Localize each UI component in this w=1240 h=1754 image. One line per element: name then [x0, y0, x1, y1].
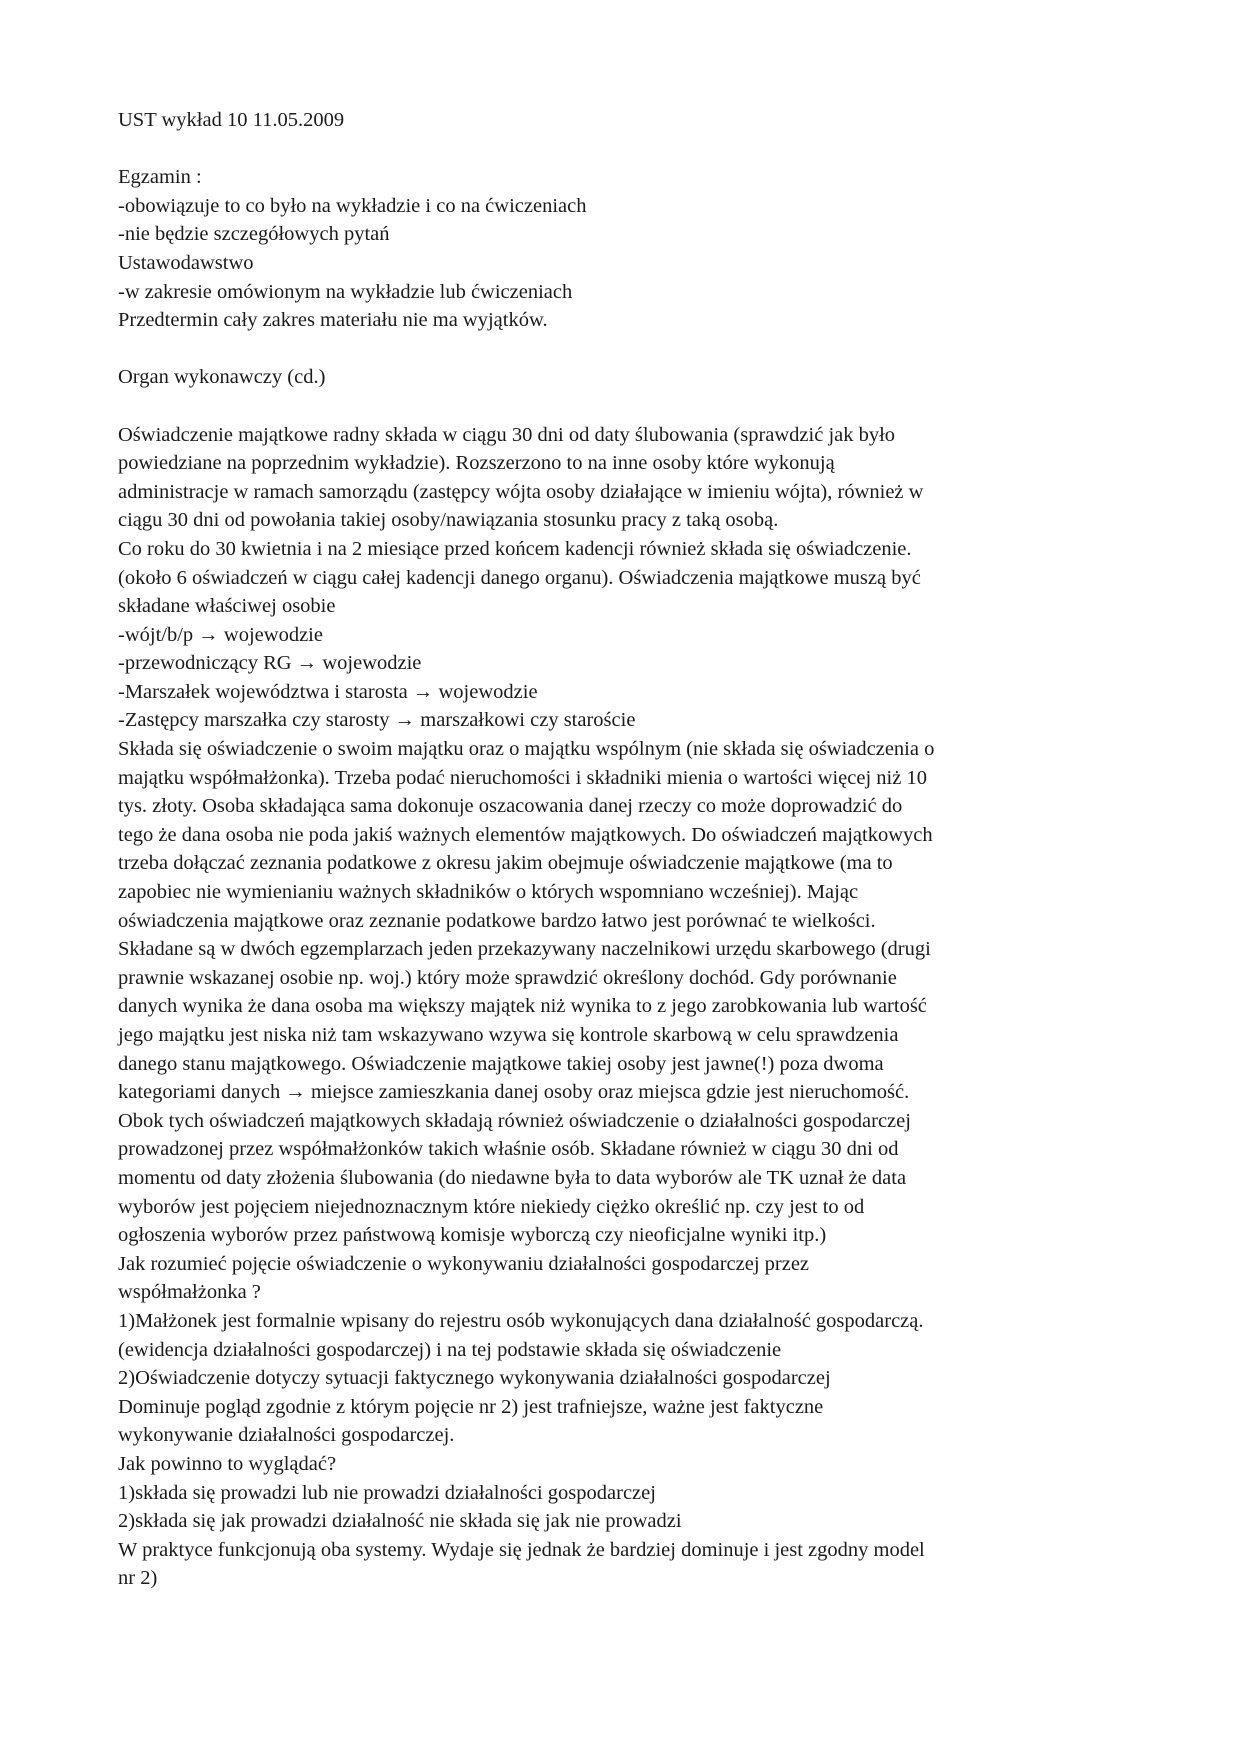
- body-line: 2)składa się jak prowadzi działalność nie składa się jak nie prowadzi: [118, 1510, 682, 1533]
- body-text: [118, 421, 1138, 1593]
- body-line: W praktyce funkcjonują oba systemy. Wydaje się jednak że bardziej dominuje i jest zgodny model: [118, 1538, 925, 1561]
- body-line: Składa się oświadczenie o swoim majątku oraz o majątku wspólnym (nie składa się oświadczenia o: [118, 738, 935, 761]
- body-line: (około 6 oświadczeń w ciągu całej kadencji danego organu). Oświadczenia majątkowe muszą być: [118, 566, 921, 589]
- body-line: Obok tych oświadczeń majątkowych składają również oświadczenie o działalności gospodarczej: [118, 1109, 911, 1132]
- paragraph-gap: [118, 135, 1138, 164]
- body-line: kategoriami danych → miejsce zamieszkania danej osoby oraz miejsca gdzie jest nieruchomość.: [118, 1081, 910, 1104]
- exam-line: Przedtermin cały zakres materiału nie ma wyjątków.: [118, 309, 548, 332]
- body-line: majątku współmałżonka). Trzeba podać nieruchomości i składniki mienia o wartości więcej niż 10: [118, 766, 927, 789]
- body-line: tys. złoty. Osoba składająca sama dokonuje oszacowania danej rzeczy co może doprowadzić do: [118, 795, 903, 818]
- body-line: -wójt/b/p → wojewodzie: [118, 623, 323, 646]
- body-line: jego majątku jest niska niż tam wskazywano wzywa się kontrole skarbową w celu sprawdzenia: [118, 1024, 899, 1046]
- body-line: nr 2): [118, 1567, 158, 1590]
- body-line: 2)Oświadczenie dotyczy sytuacji faktycznego wykonywania działalności gospodarczej: [118, 1367, 831, 1390]
- body-line: prowadzonej przez współmałżonków takich właśnie osób. Składane również w ciągu 30 dni od: [118, 1138, 899, 1161]
- body-line: Oświadczenie majątkowe radny składa w ciągu 30 dni od daty ślubowania (sprawdzić jak było: [118, 423, 896, 446]
- body-line: zapobiec nie wymienianiu ważnych składników o których wspomniano wcześniej). Mając: [118, 881, 859, 904]
- body-line: prawnie wskazanej osobie np. woj.) który może sprawdzić określony dochód. Gdy porównanie: [118, 966, 897, 989]
- document-title: UST wykład 10 11.05.2009: [118, 109, 345, 131]
- body-line: ogłoszenia wyborów przez państwową komisje wyborczą czy nieoficjalne wyniki itp.): [118, 1224, 827, 1247]
- body-line: wyborów jest pojęciem niejednoznacznym które niekiedy ciężko określić np. czy jest to od: [118, 1195, 865, 1218]
- body-line: tego że dana osoba nie poda jakiś ważnych elementów majątkowych. Do oświadczeń majątkowych: [118, 823, 933, 846]
- exam-heading: Egzamin :: [118, 166, 202, 189]
- body-line: oświadczenia majątkowe oraz zeznanie podatkowe bardzo łatwo jest porównać te wielkości.: [118, 909, 876, 932]
- body-line: Dominuje pogląd zgodnie z którym pojęcie nr 2) jest trafniejsze, ważne jest faktyczne: [118, 1395, 824, 1418]
- body-line: wykonywanie działalności gospodarczej.: [118, 1424, 455, 1447]
- body-line: Składane są w dwóch egzemplarzach jeden przekazywany naczelnikowi urzędu skarbowego (drugi: [118, 938, 931, 961]
- body-line: danych wynika że dana osoba ma większy majątek niż wynika to z jego zarobkowania lub wartość: [118, 995, 927, 1018]
- paragraph-gap: [118, 392, 1138, 421]
- body-line: powiedziane na poprzednim wykładzie). Rozszerzono to na inne osoby które wykonują: [118, 452, 835, 475]
- body-line: Jak powinno to wyglądać?: [118, 1452, 337, 1475]
- exam-line: -obowiązuje to co było na wykładzie i co na ćwiczeniach: [118, 194, 587, 217]
- document-page: [118, 106, 1138, 1593]
- body-line: -Zastępcy marszałka czy starosty → marszałkowi czy staroście: [118, 709, 636, 732]
- body-line: 1)Małżonek jest formalnie wpisany do rejestru osób wykonujących dana działalność gospodarczą.: [118, 1309, 924, 1332]
- body-line: Co roku do 30 kwietnia i na 2 miesiące przed końcem kadencji również składa się oświadczenie.: [118, 537, 912, 560]
- exam-line: -nie będzie szczegółowych pytań: [118, 223, 390, 246]
- body-line: -przewodniczący RG → wojewodzie: [118, 652, 422, 675]
- paragraph-gap: [118, 335, 1138, 364]
- body-line: składane właściwej osobie: [118, 595, 336, 618]
- body-line: 1)składa się prowadzi lub nie prowadzi działalności gospodarczej: [118, 1481, 656, 1504]
- body-line: danego stanu majątkowego. Oświadczenie majątkowe takiej osoby jest jawne(!) poza dwoma: [118, 1052, 884, 1075]
- body-line: -Marszałek województwa i starosta → wojewodzie: [118, 680, 538, 703]
- exam-line: -w zakresie omówionym na wykładzie lub ćwiczeniach: [118, 280, 573, 303]
- exam-line: Ustawodawstwo: [118, 251, 254, 274]
- exam-section: [118, 163, 1138, 335]
- body-line: ciągu 30 dni od powołania takiej osoby/nawiązania stosunku pracy z taką osobą.: [118, 509, 779, 532]
- body-line: współmałżonka ?: [118, 1281, 261, 1304]
- section-heading: Organ wykonawczy (cd.): [118, 366, 326, 389]
- body-line: trzeba dołączać zeznania podatkowe z okresu jakim obejmuje oświadczenie majątkowe (ma to: [118, 852, 893, 875]
- body-line: (ewidencja działalności gospodarczej) i na tej podstawie składa się oświadczenie: [118, 1338, 782, 1361]
- body-line: momentu od daty złożenia ślubowania (do niedawne była to data wyborów ale TK uznał że data: [118, 1166, 907, 1189]
- body-line: administracje w ramach samorządu (zastępcy wójta osoby działające w imieniu wójta), również w: [118, 480, 924, 503]
- body-line: Jak rozumieć pojęcie oświadczenie o wykonywaniu działalności gospodarczej przez: [118, 1252, 810, 1275]
